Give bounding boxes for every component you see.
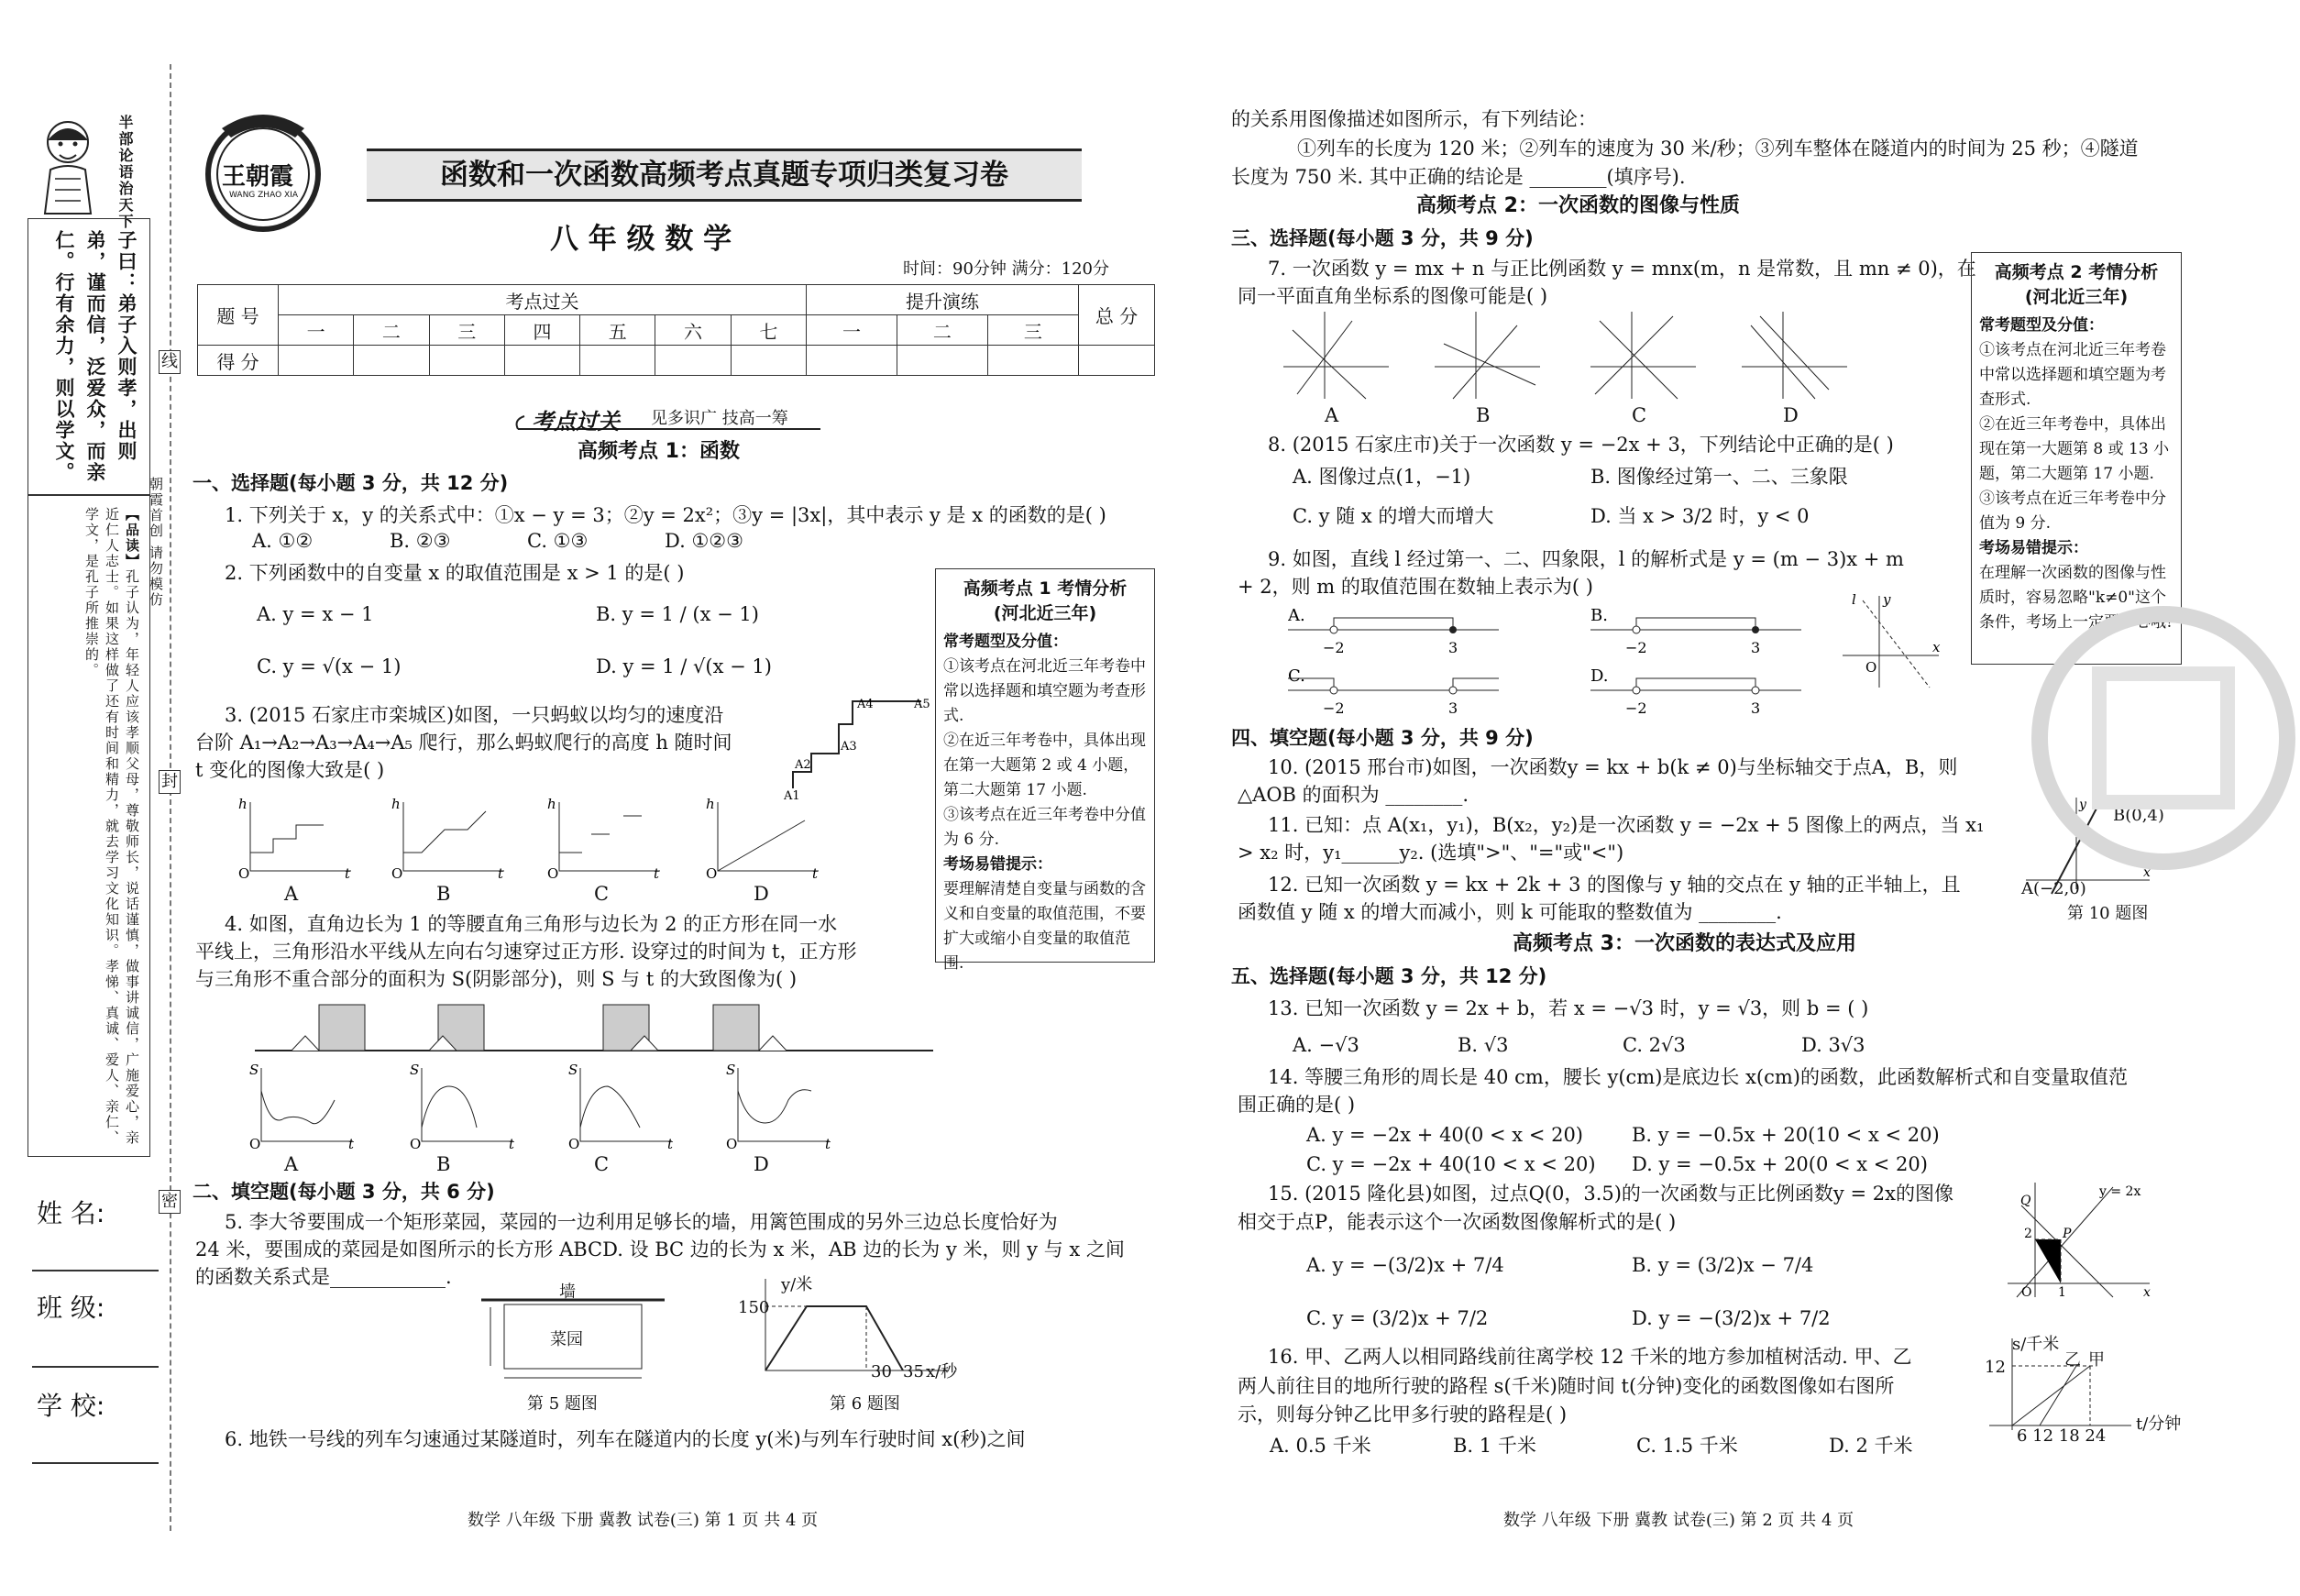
svg-text:h: h bbox=[547, 798, 556, 812]
q2-opt-a[interactable]: A. y = x − 1 bbox=[257, 603, 374, 625]
score-cell[interactable] bbox=[655, 346, 731, 376]
svg-text:t: t bbox=[509, 1136, 515, 1150]
q1-options bbox=[252, 527, 743, 555]
q6-line: 6. 地铁一号线的列车匀速通过某隧道时，列车在隧道内的长度 y(米)与列车行驶时间 x(秒)之间 bbox=[225, 1428, 1026, 1450]
q3-stairs-figure bbox=[784, 697, 930, 802]
q15-opt-b[interactable]: B. y = (3/2)x − 7/4 bbox=[1632, 1254, 1814, 1276]
fig6-x30: 30 bbox=[871, 1362, 892, 1381]
q16-opt-d[interactable]: D. 2 千米 bbox=[1829, 1435, 1913, 1457]
analysis1-p4: 要理解清楚自变量与函数的含义和自变量的取值范围，不要扩大或缩小自变量的取值范围. bbox=[943, 880, 1146, 973]
score-group-tisheng: 提升演练 bbox=[806, 285, 1078, 315]
q1-opt-b[interactable]: B. ②③ bbox=[390, 530, 451, 552]
score-cell[interactable] bbox=[987, 346, 1078, 376]
svg-text:B.: B. bbox=[1590, 607, 1608, 625]
q3-label-b: B bbox=[436, 883, 451, 905]
logo bbox=[194, 101, 332, 238]
footer-left: 数学 八年级 下册 冀教 试卷(三) 第 1 页 共 4 页 bbox=[468, 1511, 819, 1530]
left-strip bbox=[28, 110, 156, 1164]
analysis1-p3: ③该考点在近三年考卷中分值为 6 分. bbox=[943, 806, 1146, 849]
q1-text: 1. 下列关于 x，y 的关系式中：①x − y = 3；②y = 2x²；③y = |3x|，其中表示 y 是 x 的函数的是( ) bbox=[225, 504, 1106, 526]
q4-square-triangle-figure bbox=[255, 999, 933, 1054]
fig15-graph bbox=[2008, 1183, 2154, 1302]
svg-text:A4: A4 bbox=[857, 698, 874, 711]
fig16-ylabel: s/千米 bbox=[2012, 1335, 2060, 1354]
sec2-heading: 二、填空题(每小题 3 分，共 6 分) bbox=[193, 1181, 495, 1203]
side-note: 朝霞首创 请勿模仿 bbox=[148, 477, 164, 608]
fig6-caption: 第 6 题图 bbox=[830, 1394, 900, 1414]
pindu-body: 孔子认为，年轻人应该孝顺父母，尊敬师长，说话谨慎，做事讲诚信，广施爱心，亲近仁人志士。如果这样做了还有时间和精力，就去学习文化知识。孝悌、真诚、爱人、亲仁、学文，是孔子所推崇的。 bbox=[83, 507, 140, 1146]
q10-line2: △AOB 的面积为 ________. bbox=[1238, 784, 1469, 806]
page-title: 函数和一次函数高频考点真题专项归类复习卷 bbox=[440, 159, 1008, 192]
sec4-heading: 四、填空题(每小题 3 分，共 9 分) bbox=[1231, 727, 1534, 749]
svg-text:O: O bbox=[568, 1136, 580, 1150]
score-cell[interactable] bbox=[354, 346, 429, 376]
score-cell[interactable] bbox=[897, 346, 987, 376]
q1-opt-c[interactable]: C. ①③ bbox=[527, 530, 589, 552]
q14-opt-a[interactable]: A. y = −2x + 40(0 < x < 20) bbox=[1306, 1124, 1583, 1146]
school-label: 学 校: bbox=[37, 1391, 105, 1421]
confucius-avatar bbox=[32, 115, 104, 215]
q9-line1: 9. 如图，直线 l 经过第一、二、四象限，l 的解析式是 y = (m − 3)x + m bbox=[1268, 548, 1904, 570]
score-cell[interactable] bbox=[806, 346, 897, 376]
class-label: 班 级: bbox=[37, 1293, 105, 1323]
q15-opt-d[interactable]: D. y = −(3/2)x + 7/2 bbox=[1632, 1307, 1831, 1329]
fig5-caption: 第 5 题图 bbox=[527, 1394, 598, 1414]
q16-options bbox=[1270, 1432, 1912, 1459]
svg-text:y: y bbox=[1883, 591, 1891, 608]
svg-text:x: x bbox=[1932, 639, 1941, 655]
analysis1-h1: 常考题型及分值： bbox=[943, 633, 1068, 651]
q6-conclusion2: 长度为 750 米. 其中正确的结论是 ________(填序号). bbox=[1231, 166, 1686, 188]
title-banner bbox=[367, 149, 1082, 202]
q8-text: 8. (2015 石家庄市)关于一次函数 y = −2x + 3，下列结论中正确的是( ) bbox=[1268, 434, 1894, 456]
brand-small: 半部论语治天下 bbox=[116, 115, 134, 230]
fig10-caption: 第 10 题图 bbox=[2067, 904, 2149, 923]
q3-line1: 3. (2015 石家庄市栾城区)如图，一只蚂蚁以均匀的速度沿 bbox=[225, 704, 724, 726]
q9-numberline-a[interactable] bbox=[1288, 607, 1508, 662]
q9-numberline-c[interactable] bbox=[1288, 667, 1508, 722]
fig16-yi: 乙 bbox=[2064, 1350, 2081, 1370]
svg-text:Q: Q bbox=[2020, 1194, 2031, 1208]
svg-text:t: t bbox=[654, 865, 660, 880]
q13-options bbox=[1293, 1031, 1865, 1059]
svg-text:A2: A2 bbox=[795, 758, 811, 772]
name-field[interactable] bbox=[32, 1270, 159, 1271]
topic2-heading: 高频考点 2：一次函数的图像与性质 bbox=[1416, 194, 1740, 217]
name-label: 姓 名: bbox=[37, 1198, 105, 1228]
logo-text: 王朝霞 bbox=[222, 163, 294, 191]
q16-opt-a[interactable]: A. 0.5 千米 bbox=[1270, 1435, 1371, 1457]
topic1-heading: 高频考点 1：函数 bbox=[578, 440, 740, 463]
svg-text:y: y bbox=[2079, 798, 2086, 812]
q4-label-a: A bbox=[284, 1153, 299, 1175]
sec1-heading: 一、选择题(每小题 3 分，共 12 分) bbox=[193, 472, 509, 494]
svg-text:3: 3 bbox=[1448, 699, 1458, 717]
analysis2-p2: ②在近三年考卷中，具体出现在第一大题第 8 或 13 小题，第二大题第 17 小题. bbox=[1979, 415, 2170, 483]
q4-label-b: B bbox=[436, 1153, 451, 1175]
q4-graph-b[interactable] bbox=[408, 1063, 518, 1150]
analysis2-p3: ③该考点在近三年考卷中分值为 9 分. bbox=[1979, 490, 2166, 533]
svg-text:t: t bbox=[812, 865, 819, 880]
pindu-text bbox=[82, 507, 142, 1149]
pindu-box bbox=[28, 495, 150, 1157]
q14-opt-b[interactable]: B. y = −0.5x + 20(10 < x < 20) bbox=[1632, 1124, 1940, 1146]
q4-graph-d[interactable] bbox=[724, 1063, 834, 1150]
sec3-heading: 三、选择题(每小题 3 分，共 9 分) bbox=[1231, 227, 1534, 249]
q4-line2: 平线上，三角形沿水平线从左向右匀速穿过正方形. 设穿过的时间为 t，正方形 bbox=[195, 941, 857, 963]
q9-numberline-d[interactable] bbox=[1590, 667, 1810, 722]
q3-graph-d[interactable] bbox=[704, 798, 823, 880]
analysis1-h2: 考场易错提示： bbox=[943, 855, 1052, 874]
svg-text:t: t bbox=[348, 1136, 355, 1150]
svg-text:A.: A. bbox=[1288, 607, 1305, 625]
svg-text:P: P bbox=[2063, 1227, 2072, 1241]
q7-label-c: C bbox=[1632, 404, 1647, 426]
svg-text:O: O bbox=[238, 865, 250, 880]
svg-text:h: h bbox=[238, 798, 248, 812]
q7-line2: 同一平面直角坐标系的图像可能是( ) bbox=[1238, 285, 1548, 307]
time-info: 时间：90分钟 满分：120分 bbox=[903, 259, 1109, 279]
fig5-wall: 墙 bbox=[559, 1282, 576, 1302]
q4-graph-c[interactable] bbox=[567, 1063, 677, 1150]
section-banner bbox=[513, 403, 825, 435]
subtitle: 八 年 级 数 学 bbox=[550, 223, 732, 256]
q1-opt-a[interactable]: A. ①② bbox=[252, 530, 314, 552]
analysis2-h2: 考场易错提示： bbox=[1979, 539, 2088, 557]
svg-text:A5: A5 bbox=[914, 698, 930, 711]
q3-label-c: C bbox=[594, 883, 610, 905]
fig10-a: A(−2,0) bbox=[2021, 879, 2086, 898]
q13-text: 13. 已知一次函数 y = 2x + b，若 x = −√3 时，y = √3，则 b = ( ) bbox=[1268, 997, 1869, 1019]
q12-line2: 函数值 y 随 x 的增大而减小，则 k 可能取的整数值为 ________. bbox=[1238, 901, 1782, 923]
q15-line1: 15. (2015 隆化县)如图，过点Q(0，3.5)的一次函数与正比例函数y = 2x的图像 bbox=[1268, 1183, 1953, 1205]
score-col: 七 bbox=[731, 315, 806, 346]
score-col: 二 bbox=[354, 315, 429, 346]
q3-line3: t 变化的图像大致是( ) bbox=[195, 759, 385, 781]
q4-label-d: D bbox=[754, 1153, 769, 1175]
q5-line2: 24 米，要围成的菜园是如图所示的长方形 ABCD. 设 BC 边的长为 x 米，AB 边的长为 y 米，则 y 与 x 之间 bbox=[195, 1238, 1125, 1260]
score-group-kaodian: 考点过关 bbox=[279, 285, 807, 315]
q14-line1: 14. 等腰三角形的周长是 40 cm，腰长 y(cm)是底边长 x(cm)的函数，此函数解析式和自变量取值范 bbox=[1268, 1066, 2128, 1088]
analysis2-h1: 常考题型及分值： bbox=[1979, 316, 2104, 335]
q15-opt-a[interactable]: A. y = −(3/2)x + 7/4 bbox=[1306, 1254, 1504, 1276]
class-field[interactable] bbox=[32, 1366, 159, 1368]
svg-text:O: O bbox=[706, 865, 718, 880]
svg-text:O: O bbox=[410, 1136, 422, 1150]
q7-line1: 7. 一次函数 y = mx + n 与正比例函数 y = mnx(m，n 是常数，且 mn ≠ 0)，在 bbox=[1268, 258, 1976, 280]
svg-text:O: O bbox=[547, 865, 559, 880]
q11-line1: 11. 已知：点 A(x₁，y₁)，B(x₂，y₂)是一次函数 y = −2x + 5 图像上的两点，当 x₁ bbox=[1268, 814, 1985, 836]
q1-opt-d[interactable]: D. ①②③ bbox=[665, 530, 743, 552]
svg-text:2: 2 bbox=[2024, 1227, 2032, 1241]
score-cell[interactable] bbox=[580, 346, 655, 376]
q13-opt-b[interactable]: B. √3 bbox=[1458, 1034, 1509, 1056]
q10-line1: 10. (2015 邢台市)如图，一次函数y = kx + b(k ≠ 0)与坐标轴交于点A，B，则 bbox=[1268, 756, 1958, 778]
q8-opt-c[interactable]: C. y 随 x 的增大而增大 bbox=[1293, 505, 1494, 527]
svg-text:y = 2x: y = 2x bbox=[2099, 1184, 2141, 1199]
score-total-label: 总 分 bbox=[1079, 285, 1155, 346]
q13-opt-d[interactable]: D. 3√3 bbox=[1801, 1034, 1865, 1056]
svg-text:S: S bbox=[726, 1063, 736, 1078]
q2-opt-b[interactable]: B. y = 1 / (x − 1) bbox=[596, 603, 759, 625]
svg-text:O: O bbox=[2021, 1285, 2032, 1300]
fig6-xlabel: x/秒 bbox=[926, 1362, 958, 1381]
q6-conclusion1: ①列车的长度为 120 米；②列车的速度为 30 米/秒；③列车整体在隧道内的时间为 25 秒；④隧道 bbox=[1297, 138, 2139, 160]
q4-graph-a[interactable] bbox=[248, 1063, 358, 1150]
fig10-b: B(0,4) bbox=[2113, 806, 2164, 825]
score-col: 四 bbox=[504, 315, 579, 346]
q3-graph-a[interactable] bbox=[237, 798, 356, 880]
q13-opt-c[interactable]: C. 2√3 bbox=[1623, 1034, 1686, 1056]
q2-opt-c[interactable]: C. y = √(x − 1) bbox=[257, 655, 402, 677]
pindu-label: 【品读】 bbox=[124, 507, 140, 569]
score-col: 六 bbox=[655, 315, 731, 346]
q14-line2: 围正确的是( ) bbox=[1238, 1094, 1356, 1116]
sec5-heading: 五、选择题(每小题 3 分，共 12 分) bbox=[1231, 965, 1547, 987]
q14-opt-c[interactable]: C. y = −2x + 40(10 < x < 20) bbox=[1306, 1153, 1596, 1175]
score-col: 五 bbox=[580, 315, 655, 346]
analysis2-p1: ①该考点在河北近三年考卷中常以选择题和填空题为考查形式. bbox=[1979, 341, 2166, 409]
q8-opt-d[interactable]: D. 当 x > 3/2 时，y < 0 bbox=[1590, 505, 1810, 527]
svg-text:S: S bbox=[249, 1063, 259, 1078]
svg-text:h: h bbox=[391, 798, 401, 812]
q7-graph-d[interactable] bbox=[1742, 312, 1852, 403]
logo-sub: WANG ZHAO XIA bbox=[229, 191, 298, 200]
analysis1-title2: (河北近三年) bbox=[993, 603, 1097, 623]
score-cell[interactable] bbox=[504, 346, 579, 376]
score-col: 二 bbox=[897, 315, 987, 346]
q2-opt-d[interactable]: D. y = 1 / √(x − 1) bbox=[596, 655, 772, 677]
svg-text:O: O bbox=[1865, 659, 1877, 676]
q4-label-c: C bbox=[594, 1153, 610, 1175]
svg-text:A1: A1 bbox=[784, 789, 800, 802]
svg-text:−2: −2 bbox=[1625, 639, 1647, 656]
q2-text: 2. 下列函数中的自变量 x 的取值范围是 x > 1 的是( ) bbox=[225, 562, 685, 584]
q7-graph-b[interactable] bbox=[1435, 312, 1545, 403]
quote-text: 子曰：弟子入则孝，出则弟，谨而信，泛爱众，而亲仁。行有余力，则以学文。 bbox=[53, 230, 138, 483]
q7-label-d: D bbox=[1783, 404, 1799, 426]
svg-text:O: O bbox=[249, 1136, 261, 1150]
q8-opt-b[interactable]: B. 图像经过第一、二、三象限 bbox=[1590, 466, 1848, 488]
svg-text:O: O bbox=[391, 865, 403, 880]
score-cell[interactable] bbox=[1079, 346, 1155, 376]
analysis1-title: 高频考点 1 考情分析 bbox=[963, 578, 1128, 599]
q7-label-b: B bbox=[1476, 404, 1491, 426]
q16-opt-c[interactable]: C. 1.5 千米 bbox=[1636, 1435, 1738, 1457]
analysis1-p1: ①该考点在河北近三年考卷中常以选择题和填空题为考查形式. bbox=[943, 657, 1146, 725]
q8-opt-a[interactable]: A. 图像过点(1，−1) bbox=[1293, 466, 1471, 488]
q3-label-a: A bbox=[284, 883, 299, 905]
fig5-garden-label: 菜园 bbox=[550, 1330, 583, 1349]
q15-line2: 相交于点P，能表示这个一次函数图像解析式的是( ) bbox=[1238, 1211, 1677, 1233]
svg-text:D.: D. bbox=[1590, 667, 1609, 686]
q15-opt-c[interactable]: C. y = (3/2)x + 7/2 bbox=[1306, 1307, 1489, 1329]
score-col: 三 bbox=[429, 315, 504, 346]
svg-text:−2: −2 bbox=[1323, 699, 1345, 717]
analysis2-p4: 在理解一次函数的图像与性质时，容易忽略"k≠0"这个条件，考场上一定要小心哦! bbox=[1979, 564, 2173, 632]
q4-line3: 与三角形不重合部分的面积为 S(阴影部分)，则 S 与 t 的大致图像为( ) bbox=[195, 968, 798, 990]
score-row-label: 题 号 bbox=[198, 285, 279, 346]
q16-opt-b[interactable]: B. 1 千米 bbox=[1453, 1435, 1536, 1457]
svg-text:3: 3 bbox=[1751, 639, 1761, 656]
score-cell[interactable] bbox=[429, 346, 504, 376]
svg-text:−2: −2 bbox=[1323, 639, 1345, 656]
q3-graph-c[interactable] bbox=[545, 798, 665, 880]
analysis2-title: 高频考点 2 考情分析 bbox=[1994, 262, 2159, 282]
score-col: 一 bbox=[279, 315, 354, 346]
seal-watermark bbox=[2030, 605, 2296, 871]
banner-sub: 见多识广 技高一筹 bbox=[651, 409, 788, 428]
q7-graph-a[interactable] bbox=[1283, 312, 1393, 403]
topic3-heading: 高频考点 3：一次函数的表达式及应用 bbox=[1513, 932, 1856, 955]
score-col: 一 bbox=[806, 315, 897, 346]
svg-text:x: x bbox=[2143, 865, 2151, 880]
fold-line bbox=[170, 64, 171, 1531]
q3-label-d: D bbox=[754, 883, 769, 905]
q11-line2: > x₂ 时，y₁______y₂. (选填">"、"="或"<") bbox=[1238, 842, 1624, 864]
svg-text:S: S bbox=[410, 1063, 420, 1078]
fold-label-feng: 封 bbox=[159, 770, 181, 794]
q7-label-a: A bbox=[1325, 404, 1339, 426]
svg-text:C.: C. bbox=[1288, 667, 1305, 686]
score-cell[interactable] bbox=[731, 346, 806, 376]
svg-text:t: t bbox=[345, 865, 351, 880]
footer-right: 数学 八年级 下册 冀教 试卷(三) 第 2 页 共 4 页 bbox=[1503, 1511, 1854, 1530]
score-cell[interactable] bbox=[279, 346, 354, 376]
fig16-ticks: 6 12 18 24 bbox=[2017, 1426, 2107, 1446]
svg-text:S: S bbox=[568, 1063, 578, 1078]
q7-graph-c[interactable] bbox=[1590, 312, 1700, 403]
score-table bbox=[197, 284, 1155, 376]
svg-text:3: 3 bbox=[1448, 639, 1458, 656]
score-col: 三 bbox=[987, 315, 1078, 346]
fold-label-mi: 密 bbox=[159, 1190, 181, 1214]
svg-text:O: O bbox=[726, 1136, 738, 1150]
analysis1-p2: ②在近三年考卷中，具体出现在第一大题第 2 或 4 小题，第二大题第 17 小题. bbox=[943, 732, 1146, 799]
q14-opt-d[interactable]: D. y = −0.5x + 20(0 < x < 20) bbox=[1632, 1153, 1928, 1175]
svg-text:1: 1 bbox=[2058, 1285, 2066, 1300]
fig16-graph bbox=[1989, 1338, 2136, 1439]
svg-text:−2: −2 bbox=[1625, 699, 1647, 717]
q3-line2: 台阶 A₁→A₂→A₃→A₄→A₅ 爬行，那么蚂蚁爬行的高度 h 随时间 bbox=[195, 732, 732, 754]
fig6-y150: 150 bbox=[738, 1298, 770, 1317]
svg-text:A3: A3 bbox=[841, 740, 857, 754]
fig6-ylabel: y/米 bbox=[781, 1275, 813, 1294]
banner-main: 考点过关 bbox=[532, 408, 620, 435]
q5-line3: 的函数关系式是____________. bbox=[195, 1266, 452, 1288]
svg-text:h: h bbox=[706, 798, 715, 812]
analysis2-title2: (河北近三年) bbox=[2024, 287, 2129, 307]
svg-text:3: 3 bbox=[1751, 699, 1761, 717]
analysis1-box bbox=[935, 568, 1155, 973]
fig6-x35: 35 bbox=[903, 1362, 924, 1381]
q16-line3: 示，则每分钟乙比甲多行驶的路程是( ) bbox=[1238, 1403, 1568, 1425]
svg-text:t: t bbox=[667, 1136, 674, 1150]
school-field[interactable] bbox=[32, 1462, 159, 1464]
q13-opt-a[interactable]: A. −√3 bbox=[1293, 1034, 1359, 1056]
q16-line2: 两人前往目的地所行驶的路程 s(千米)随时间 t(分钟)变化的函数图像如右图所 bbox=[1238, 1375, 1895, 1397]
q9-line2: + 2，则 m 的取值范围在数轴上表示为( ) bbox=[1238, 576, 1593, 598]
quote-box bbox=[28, 218, 150, 495]
fig16-y12: 12 bbox=[1985, 1358, 2006, 1377]
analysis2-box bbox=[1971, 252, 2182, 665]
q9-line-figure bbox=[1843, 591, 1943, 692]
q5-line1: 5. 李大爷要围成一个矩形菜园，菜园的一边利用足够长的墙，用篱笆围成的另外三边总长度恰好为 bbox=[225, 1211, 1058, 1233]
fig16-xlabel: t/分钟 bbox=[2136, 1414, 2182, 1434]
svg-text:x: x bbox=[2143, 1285, 2151, 1300]
q12-line1: 12. 已知一次函数 y = kx + 2k + 3 的图像与 y 轴的交点在 y 轴的正半轴上，且 bbox=[1268, 874, 1961, 896]
fold-label-xian: 线 bbox=[159, 350, 181, 374]
q4-line1: 4. 如图，直角边长为 1 的等腰直角三角形与边长为 2 的正方形在同一水 bbox=[225, 913, 838, 935]
svg-text:t: t bbox=[498, 865, 504, 880]
svg-text:t: t bbox=[825, 1136, 831, 1150]
q16-line1: 16. 甲、乙两人以相同路线前往离学校 12 千米的地方参加植树活动. 甲、乙 bbox=[1268, 1346, 1912, 1368]
svg-text:l: l bbox=[1852, 591, 1856, 608]
q3-graph-b[interactable] bbox=[390, 798, 509, 880]
q6-cont: 的关系用图像描述如图所示，有下列结论： bbox=[1231, 108, 1597, 130]
fig16-jia: 甲 bbox=[2088, 1350, 2105, 1370]
score-got-label: 得 分 bbox=[198, 346, 279, 376]
q9-numberline-b[interactable] bbox=[1590, 607, 1810, 662]
